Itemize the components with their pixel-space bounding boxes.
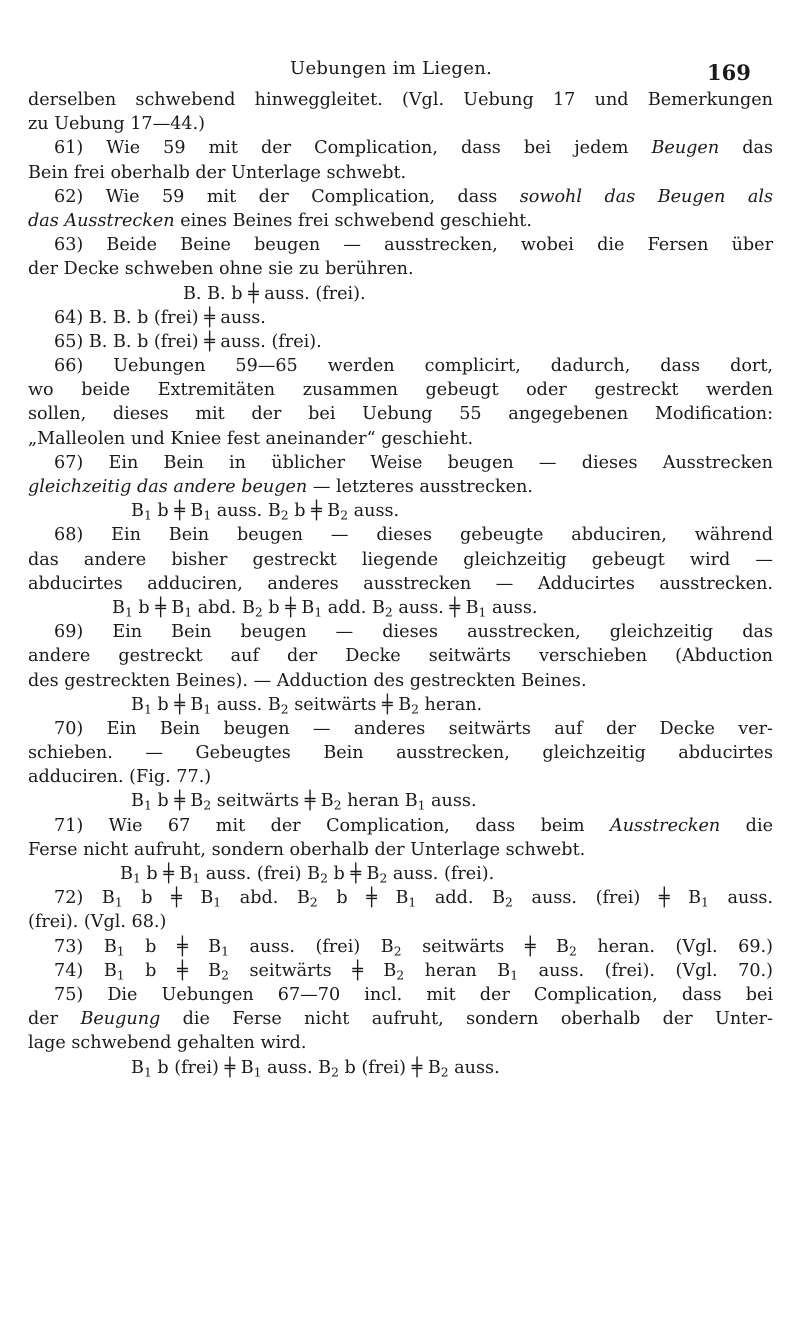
text-line: 62) Wie 59 mit der Complication, dass sowohl das Beugen als: [54, 186, 773, 207]
text-line: Ferse nicht aufruht, sondern oberhalb der Unterlage schwebt.: [28, 839, 586, 860]
text-line: der Beugung die Ferse nicht aufruht, sondern oberhalb der Unter-: [28, 1009, 773, 1030]
text-line: 75) Die Uebungen 67—70 incl. mit der Complication, dass bei: [54, 984, 773, 1005]
text-line: $B_1$ b ╪ $B_1$ auss. $B_2$ seitwärts ╪ $B_2$ heran.: [131, 694, 483, 717]
text-line: 64) B. B. b (frei) ╪ auss.: [54, 307, 266, 328]
text-line: $B_1$ b ╪ $B_1$ auss. $B_2$ b ╪ $B_2$ auss.: [131, 501, 400, 523]
text-line: (frei). (Vgl. 68.): [28, 912, 167, 933]
text-line: lage schwebend gehalten wird.: [28, 1033, 307, 1054]
text-line: derselben schwebend hinweggleitet. (Vgl. Uebung 17 und Bemerkungen: [28, 90, 773, 110]
body-text: [28, 88, 773, 1080]
text-line: $B_1$ b ╪ $B_2$ seitwärts ╪ $B_2$ heran $B_1$ auss.: [131, 791, 477, 814]
text-line: schieben. — Gebeugtes Bein ausstrecken, gleichzeitig abducirtes: [28, 743, 773, 764]
text-line: adduciren. (Fig. 77.): [28, 767, 212, 788]
text-line: 69) Ein Bein beugen — dieses ausstrecken, gleichzeitig das: [54, 622, 773, 643]
running-head: Uebungen im Liegen.: [290, 58, 493, 79]
text-line: $B_1$ b (frei) ╪ $B_1$ auss. $B_2$ b (frei) ╪ $B_2$ auss.: [131, 1057, 500, 1080]
text-line: sollen, dieses mit der bei Uebung 55 angegebenen Modification:: [28, 404, 773, 425]
text-line: gleichzeitig das andere beugen — letzteres ausstrecken.: [28, 477, 533, 497]
text-line: 70) Ein Bein beugen — anderes seitwärts auf der Decke ver-: [54, 718, 773, 739]
text-line: 68) Ein Bein beugen — dieses gebeugte abduciren, während: [54, 525, 773, 546]
text-line: der Decke schweben ohne sie zu berühren.: [28, 259, 414, 280]
text-line: $B_1$ b ╪ $B_1$ abd. $B_2$ b ╪ $B_1$ add. $B_2$ auss. ╪ $B_1$ auss.: [112, 597, 538, 620]
text-line: das Ausstrecken eines Beines frei schwebend geschieht.: [28, 210, 532, 231]
text-line: wo beide Extremitäten zusammen gebeugt oder gestreckt werden: [28, 380, 773, 401]
text-line: 67) Ein Bein in üblicher Weise beugen — dieses Ausstrecken: [54, 452, 773, 473]
text-line: zu Uebung 17—44.): [28, 114, 206, 135]
text-line: 61) Wie 59 mit der Complication, dass bei jedem Beugen das: [54, 138, 773, 159]
text-line: B. B. b ╪ auss. (frei).: [183, 283, 366, 304]
text-line: 65) B. B. b (frei) ╪ auss. (frei).: [54, 331, 322, 352]
text-line: das andere bisher gestreckt liegende gleichzeitig gebeugt wird —: [28, 549, 773, 570]
text-line: 73) $B_1$ b ╪ $B_1$ auss. (frei) $B_2$ seitwärts ╪ $B_2$ heran. (Vgl. 69.): [54, 936, 773, 959]
page-number: 169: [707, 60, 751, 85]
text-line: 66) Uebungen 59—65 werden complicirt, dadurch, dass dort,: [54, 356, 773, 377]
text-line: 74) $B_1$ b ╪ $B_2$ seitwärts ╪ $B_2$ heran $B_1$ auss. (frei). (Vgl. 70.): [54, 960, 773, 983]
text-line: abducirtes adduciren, anderes ausstrecken — Adducirtes ausstrecken.: [28, 573, 773, 594]
text-line: 63) Beide Beine beugen — ausstrecken, wobei die Fersen über: [54, 235, 773, 256]
text-line: andere gestreckt auf der Decke seitwärts verschieben (Abduction: [28, 646, 773, 667]
text-line: Bein frei oberhalb der Unterlage schwebt.: [28, 162, 407, 183]
text-line: „Malleolen und Kniee fest aneinander“ geschieht.: [28, 428, 474, 449]
text-line: 71) Wie 67 mit der Complication, dass beim Ausstrecken die: [54, 815, 773, 836]
text-line: 72) $B_1$ b ╪ $B_1$ abd. $B_2$ b ╪ $B_1$ add. $B_2$ auss. (frei) ╪ $B_1$ auss.: [54, 888, 773, 910]
text-line: $B_1$ b ╪ $B_1$ auss. (frei) $B_2$ b ╪ $B_2$ auss. (frei).: [120, 864, 495, 886]
text-line: des gestreckten Beines). — Adduction des gestreckten Beines.: [28, 670, 587, 691]
